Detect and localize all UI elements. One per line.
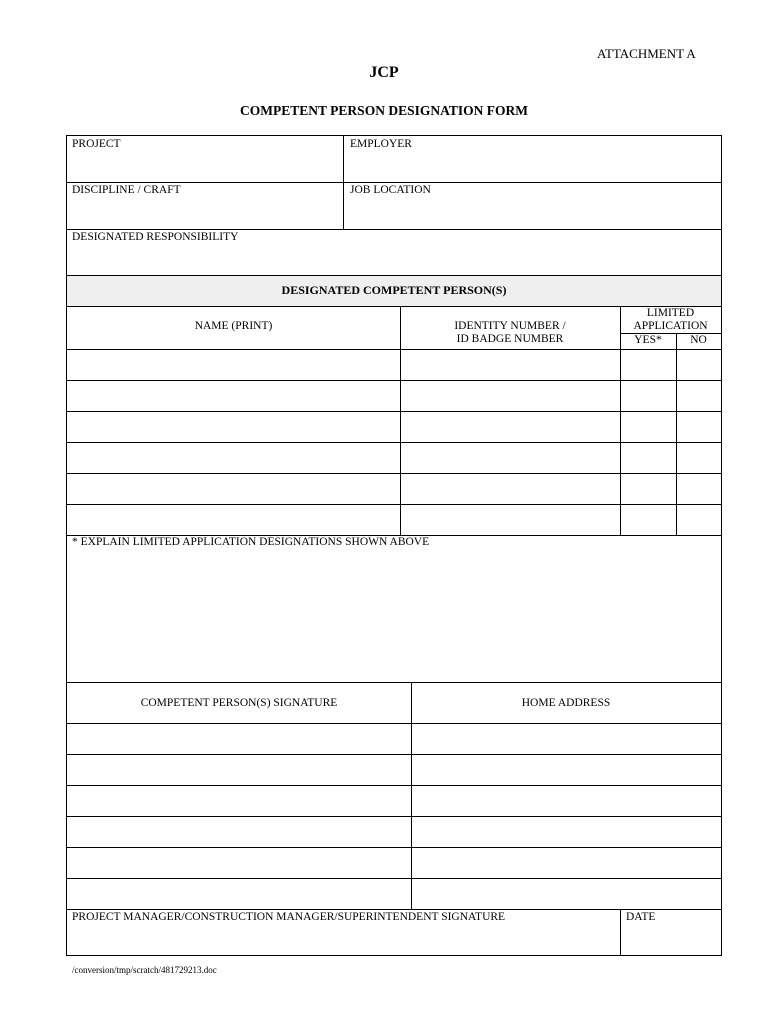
divider: [67, 349, 721, 350]
employer-field-label: EMPLOYER: [350, 138, 412, 150]
table-row[interactable]: [67, 411, 721, 412]
table-row[interactable]: [67, 878, 721, 879]
id-column-header-line2: ID BADGE NUMBER: [456, 333, 564, 345]
form-title: COMPETENT PERSON DESIGNATION FORM: [240, 103, 528, 118]
table-row[interactable]: [67, 785, 721, 786]
divider: [411, 682, 412, 910]
signature-column-header: COMPETENT PERSON(S) SIGNATURE: [140, 697, 338, 709]
manager-signature-label: PROJECT MANAGER/CONSTRUCTION MANAGER/SUPERINTENDENT SIGNATURE: [72, 911, 506, 923]
attachment-label: ATTACHMENT A: [597, 46, 696, 61]
id-column-header-line1: IDENTITY NUMBER /: [454, 320, 566, 332]
company-name: JCP: [369, 64, 399, 81]
project-field-label: PROJECT: [72, 138, 121, 150]
no-column-header: NO: [690, 334, 707, 346]
designated-responsibility-label: DESIGNATED RESPONSIBILITY: [72, 231, 239, 243]
limited-column-header-line2: APPLICATION: [633, 320, 708, 332]
job-location-field-label: JOB LOCATION: [350, 184, 431, 196]
yes-column-header: YES*: [634, 334, 662, 346]
document-path-footer: /conversion/tmp/scratch/481729213.doc: [72, 965, 217, 975]
table-row[interactable]: [67, 847, 721, 848]
table-row[interactable]: [67, 380, 721, 381]
address-column-header: HOME ADDRESS: [521, 697, 611, 709]
form-table: [66, 135, 722, 956]
divider: [67, 182, 721, 183]
table-row[interactable]: [67, 473, 721, 474]
explain-limited-label: * EXPLAIN LIMITED APPLICATION DESIGNATIONS SHOWN ABOVE: [72, 536, 430, 548]
divider: [620, 909, 621, 955]
table-row[interactable]: [67, 504, 721, 505]
table-row[interactable]: [67, 442, 721, 443]
discipline-field-label: DISCIPLINE / CRAFT: [72, 184, 181, 196]
divider: [67, 229, 721, 230]
table-row[interactable]: [67, 754, 721, 755]
name-column-header: NAME (PRINT): [194, 320, 273, 332]
table-row[interactable]: [67, 816, 721, 817]
date-label: DATE: [626, 911, 656, 923]
table-row[interactable]: [67, 909, 721, 910]
divider: [676, 333, 677, 536]
divider: [67, 723, 721, 724]
limited-column-header-line1: LIMITED: [646, 307, 695, 319]
divider: [67, 682, 721, 683]
designated-persons-title: DESIGNATED COMPETENT PERSON(S): [281, 283, 507, 297]
